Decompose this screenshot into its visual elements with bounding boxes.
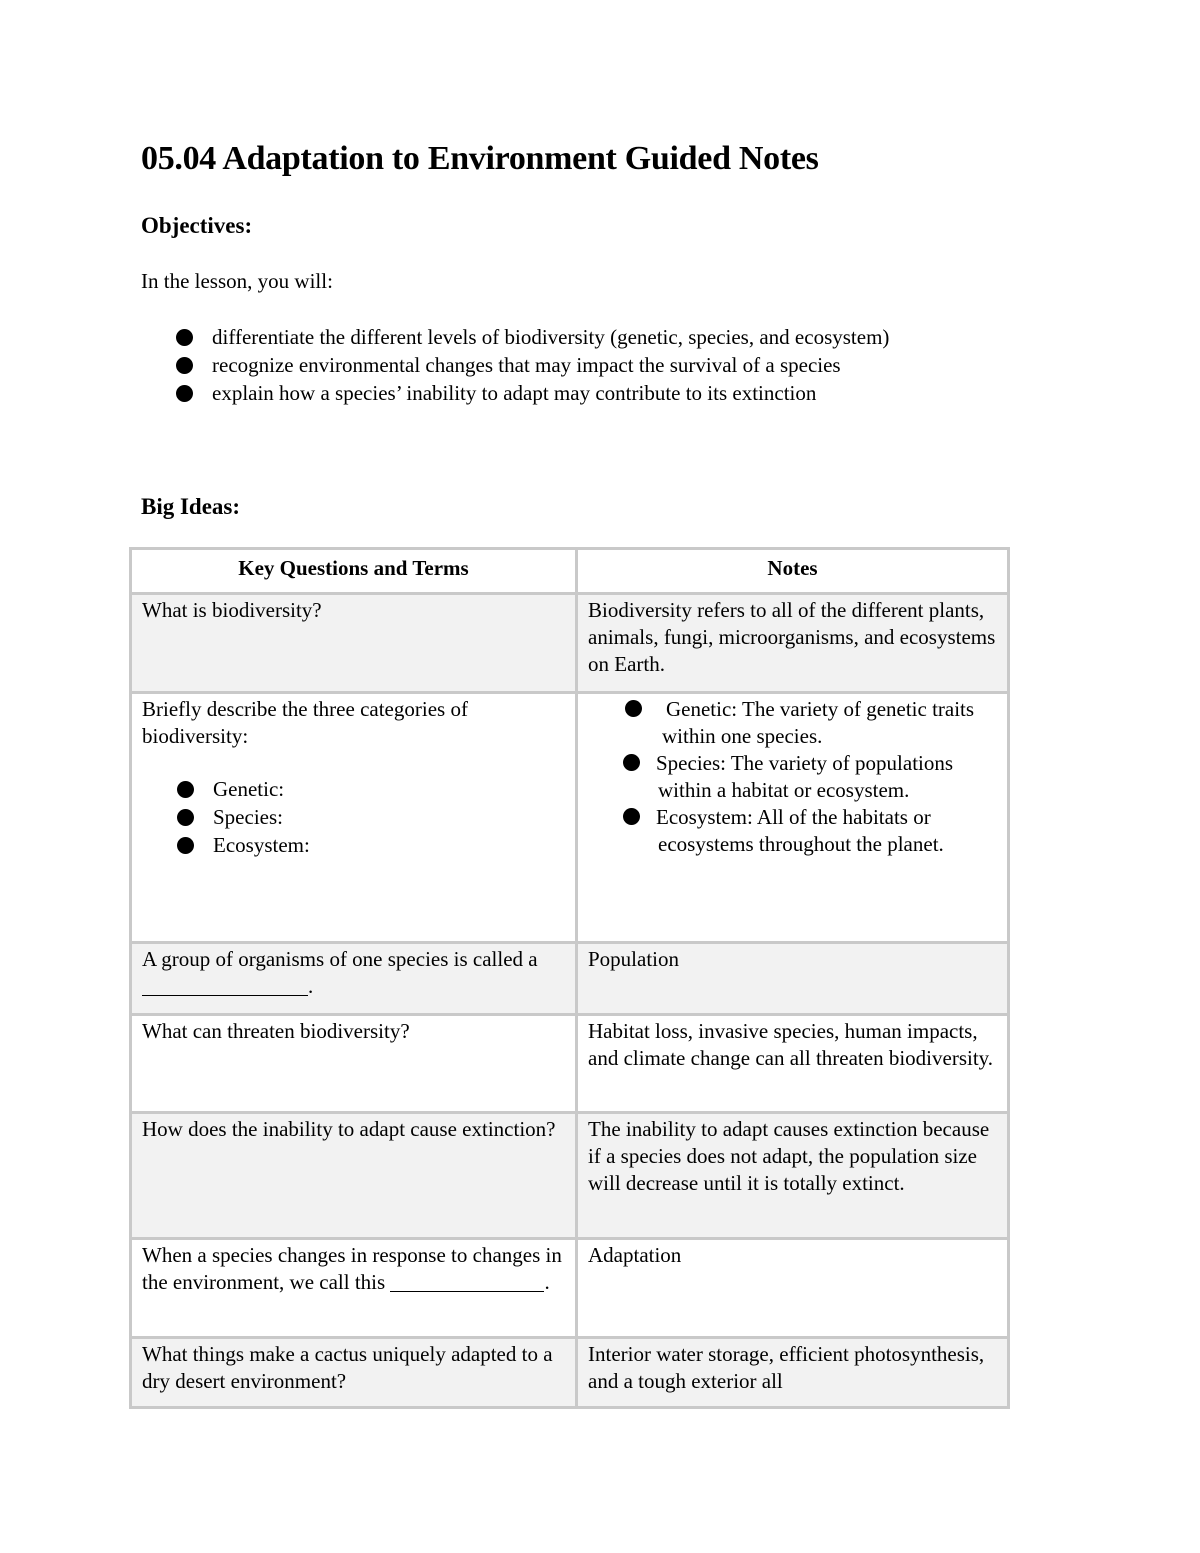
bullet-icon xyxy=(623,808,640,825)
question-punctuation: . xyxy=(544,1270,550,1294)
list-item xyxy=(176,351,889,379)
note-cell[interactable] xyxy=(577,594,1009,693)
table-header-row xyxy=(131,549,1009,594)
table-row xyxy=(131,594,1009,693)
list-item xyxy=(176,323,889,351)
bullet-icon xyxy=(623,754,640,771)
note-cell[interactable] xyxy=(577,1015,1009,1113)
question-text: When a species changes in response to changes in the environment, we call this xyxy=(142,1243,562,1294)
list-item xyxy=(177,775,565,803)
objectives-list xyxy=(176,323,889,407)
table-row xyxy=(131,1338,1009,1408)
column-header-questions: Key Questions and Terms xyxy=(131,549,577,594)
answer-blank xyxy=(390,1271,544,1292)
question-text: Briefly describe the three categories of biodiversity: xyxy=(142,697,468,748)
page-title: 05.04 Adaptation to Environment Guided Notes xyxy=(141,140,819,177)
table-row xyxy=(131,943,1009,1015)
question-cell xyxy=(131,1239,577,1338)
category-list xyxy=(177,775,565,859)
note-text: The inability to adapt causes extinction because if a species does not adapt, the population size will decrease until it is totally extinct. xyxy=(588,1117,990,1195)
list-item xyxy=(177,803,565,831)
note-text: Interior water storage, efficient photosynthesis, and a tough exterior all xyxy=(588,1342,985,1393)
question-cell: What can threaten biodiversity? xyxy=(131,1015,577,1113)
category-label: Genetic: xyxy=(213,777,285,801)
question-cell: How does the inability to adapt cause extinction? xyxy=(131,1113,577,1239)
question-cell xyxy=(131,943,577,1015)
note-text: Biodiversity refers to all of the different plants, animals, fungi, microorganisms, and ecosystems on Earth. xyxy=(588,598,996,676)
category-label: Ecosystem: xyxy=(213,833,310,857)
question-punctuation: . xyxy=(308,974,314,998)
note-text: Ecosystem: All of the habitats or ecosystems throughout the planet. xyxy=(656,805,944,856)
list-item xyxy=(625,696,997,750)
notes-table xyxy=(129,547,1010,1409)
note-cell[interactable] xyxy=(577,1239,1009,1338)
table-row xyxy=(131,693,1009,943)
note-cell[interactable] xyxy=(577,693,1009,943)
note-text: Population xyxy=(588,947,680,971)
list-item xyxy=(623,750,997,804)
bullet-icon xyxy=(176,357,193,374)
list-item xyxy=(623,804,997,858)
bullet-icon xyxy=(177,837,194,854)
objective-text: recognize environmental changes that may impact the survival of a species xyxy=(212,353,841,377)
note-text: Habitat loss, invasive species, human impacts, and climate change can all threaten biodiversity. xyxy=(588,1019,994,1070)
bullet-icon xyxy=(177,809,194,826)
bullet-icon xyxy=(176,329,193,346)
note-cell[interactable] xyxy=(577,1338,1009,1408)
column-header-notes: Notes xyxy=(577,549,1009,594)
big-ideas-heading: Big Ideas: xyxy=(141,494,241,519)
question-cell: What is biodiversity? xyxy=(131,594,577,693)
question-text: A group of organisms of one species is called a xyxy=(142,947,538,971)
table-row xyxy=(131,1015,1009,1113)
objective-text: explain how a species’ inability to adapt may contribute to its extinction xyxy=(212,381,817,405)
note-cell[interactable] xyxy=(577,943,1009,1015)
intro-text: In the lesson, you will: xyxy=(141,269,333,293)
question-cell: What things make a cactus uniquely adapted to a dry desert environment? xyxy=(131,1338,577,1408)
list-item xyxy=(176,379,889,407)
category-label: Species: xyxy=(213,805,283,829)
bullet-icon xyxy=(177,781,194,798)
table-row xyxy=(131,1113,1009,1239)
note-cell[interactable] xyxy=(577,1113,1009,1239)
answer-blank xyxy=(142,975,308,996)
bullet-icon xyxy=(625,700,642,717)
objective-text: differentiate the different levels of biodiversity (genetic, species, and ecosystem) xyxy=(212,325,890,349)
note-text: Adaptation xyxy=(588,1243,682,1267)
note-text: Genetic: The variety of genetic traits within one species. xyxy=(662,697,975,748)
category-notes-list xyxy=(588,696,997,858)
list-item xyxy=(177,831,565,859)
note-text: Species: The variety of populations within a habitat or ecosystem. xyxy=(656,751,954,802)
table-row xyxy=(131,1239,1009,1338)
objectives-heading: Objectives: xyxy=(141,213,253,238)
question-cell xyxy=(131,693,577,943)
bullet-icon xyxy=(176,385,193,402)
